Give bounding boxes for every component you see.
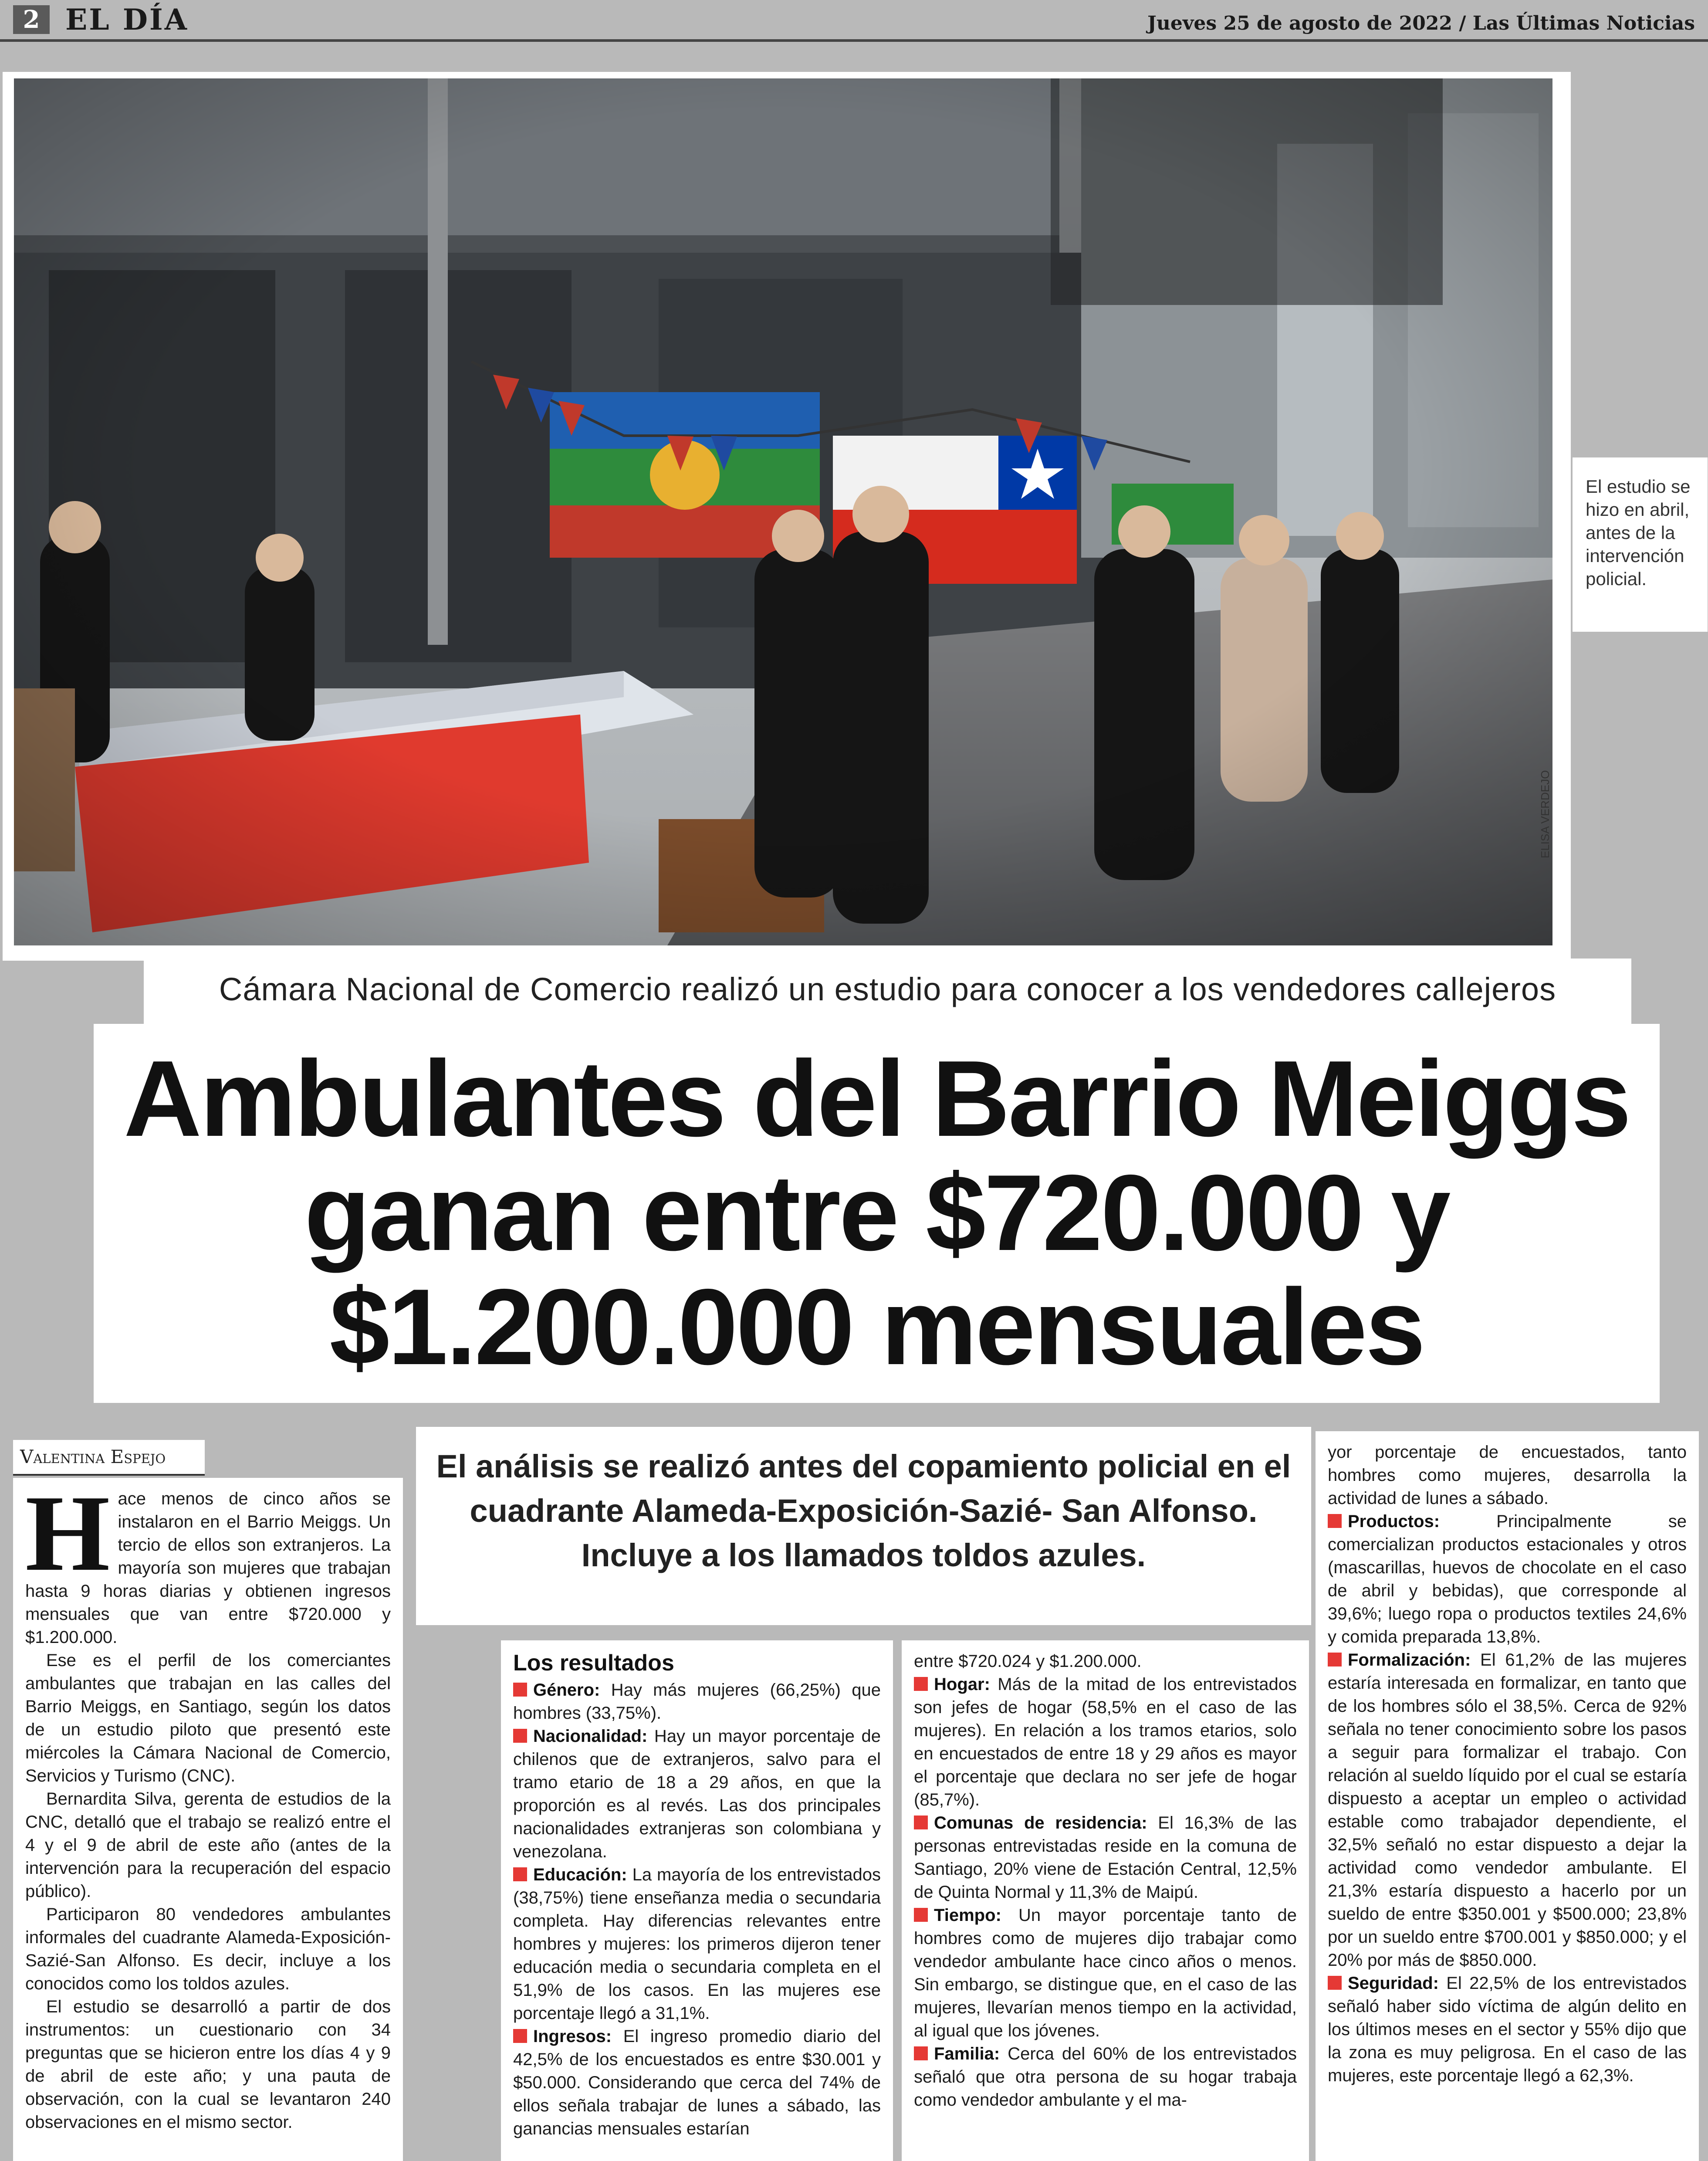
deck-panel bbox=[416, 1427, 1311, 1625]
result-item-nacionalidad bbox=[513, 1725, 881, 1863]
section-name: EL DÍA bbox=[65, 3, 189, 37]
result-item-tiempo bbox=[914, 1904, 1297, 2042]
result-text: Principalmente se comercializan productos estacionales y otros (mascarillas, huevos de chocolate en el caso de abril y bebidas), que corresponde al 39,6%; luego ropa o productos textiles 24,6% y comida preparada 13,8%. bbox=[1328, 1512, 1687, 1646]
result-label: Género: bbox=[533, 1680, 600, 1700]
photo-caption: El estudio se hizo en abril, antes de la intervención policial. bbox=[1573, 457, 1708, 632]
headline-line-2: ganan entre $720.000 y bbox=[304, 1152, 1449, 1273]
result-text: El 61,2% de las mujeres estaría interesada en formalizar, en tanto que de los hombres sólo el 38,5%. Cerca de 92% señala no tener conocimiento sobre los pasos a seguir para formalizar el trabajo. Con relación al sueldo líquido por el cual se estaría dispuesto a aceptar un empleo o actividad estable como trabajador dependiente, el 32,5% señaló no estar dispuesto a dejar la actividad como vendedor ambulante. El 21,3% estaría dispuesto a hacerlo por un sueldo de entre $350.001 y $500.000; 23,8% por un sueldo entre $700.001 y $850.000; y el 20% por más de $850.000. bbox=[1328, 1650, 1687, 1970]
result-item-formalizacion bbox=[1328, 1649, 1687, 1972]
result-item-seguridad bbox=[1328, 1972, 1687, 2087]
article-kicker: Cámara Nacional de Comercio realizó un estudio para conocer a los vendedores callejeros bbox=[219, 971, 1556, 1007]
result-label: Comunas de residencia: bbox=[934, 1813, 1147, 1832]
byline: Valentina Espejo bbox=[20, 1446, 166, 1467]
result-text: El 22,5% de los entrevistados señaló haber sido víctima de algún delito en los últimos meses en el sector y 55% dijo que la zona es muy peligrosa. En el caso de las mujeres, este porcentaje llegó a 62,3%. bbox=[1328, 1974, 1687, 2085]
body-paragraph: ace menos de cinco años se instalaron en el Barrio Meiggs. Un tercio de ellos son extranjeros. La mayoría son mujeres que trabajan hasta 9 horas diarias y obtienen ingresos mensuales que van entre $720.000 y $1.200.000. bbox=[25, 1489, 391, 1647]
result-label: Seguridad: bbox=[1348, 1974, 1439, 1993]
headline-line-3: $1.200.000 mensuales bbox=[329, 1266, 1424, 1387]
bullet-square-icon bbox=[1328, 1653, 1342, 1666]
body-paragraph: El estudio se desarrolló a partir de dos instrumentos: un cuestionario con 34 preguntas que se hicieron entre los días 4 y 9 de abril de este año; y una pauta de observación, con la cual se levantaron 240 observaciones en el mismo sector. bbox=[25, 1997, 391, 2132]
bullet-square-icon bbox=[1328, 1976, 1342, 1990]
result-label: Tiempo: bbox=[934, 1906, 1001, 1925]
result-item-productos bbox=[1328, 1510, 1687, 1649]
result-text: Cerca del 60% de los entrevistados señaló que otra persona de su hogar trabaja como vendedor ambulante y el ma- bbox=[914, 2044, 1297, 2110]
result-text: Hay un mayor porcentaje de chilenos que de extranjeros, salvo para el tramo etario de 18 a 29 años, en que la proporción es al revés. Las dos principales nacionalidades extranjeras son colombiana y venezolana. bbox=[513, 1727, 881, 1861]
bullet-square-icon bbox=[513, 2029, 527, 2043]
photo-credit: ELISA VERDEJO bbox=[1539, 770, 1552, 858]
bullet-square-icon bbox=[914, 1816, 928, 1829]
body-paragraph: Participaron 80 vendedores ambulantes informales del cuadrante Alameda-Exposición-Sazié-San Alfonso. Es decir, incluye a los conocidos como los toldos azules. bbox=[25, 1905, 391, 1993]
result-text: Más de la mitad de los entrevistados son jefes de hogar (58,5% en el caso de las mujeres). En relación a los tramos etarios, solo en encuestados de entre 18 y 29 años es mayor el porcentaje que declara no ser jefe de hogar (85,7%). bbox=[914, 1675, 1297, 1809]
issue-line bbox=[1147, 12, 1695, 34]
body-paragraph: Bernardita Silva, gerenta de estudios de la CNC, detalló que el trabajo se realizó entre el 4 y el 9 de abril de este año (antes de la intervención para la recuperación del espacio público). bbox=[25, 1789, 391, 1901]
result-item-educacion bbox=[513, 1863, 881, 2025]
results-title: Los resultados bbox=[513, 1650, 674, 1676]
results-column-3 bbox=[1316, 1431, 1699, 2161]
result-text: Hay más mujeres (66,25%) que hombres (33,75%). bbox=[513, 1680, 881, 1723]
result-item-genero bbox=[513, 1679, 881, 1725]
page-number: 2 bbox=[13, 5, 50, 34]
result-item-ingresos bbox=[513, 2025, 881, 2141]
result-label: Formalización: bbox=[1348, 1650, 1471, 1670]
results-column-2 bbox=[902, 1640, 1309, 2161]
page-header bbox=[0, 0, 1708, 39]
drop-cap: H bbox=[25, 1478, 110, 1594]
result-label: Familia: bbox=[934, 2044, 1000, 2063]
result-item-comunas bbox=[914, 1812, 1297, 1904]
bullet-square-icon bbox=[914, 1677, 928, 1691]
result-label: Educación: bbox=[533, 1865, 627, 1884]
article-deck: El análisis se realizó antes del copamiento policial en el cuadrante Alameda-Exposición-Sazié- San Alfonso. Incluye a los llamados toldos azules. bbox=[436, 1448, 1291, 1573]
result-text: La mayoría de los entrevistados (38,75%) tiene enseñanza media o secundaria completa. Hay diferencias relevantes entre hombres y mujeres: los primeros dijeron tener educación media o secundaria completa en el 51,9% de los casos. En las mujeres ese porcentaje llegó a 31,1%. bbox=[513, 1865, 881, 2023]
headline-panel bbox=[94, 1024, 1660, 1403]
photo-illustration bbox=[14, 78, 1552, 945]
result-label: Hogar: bbox=[934, 1675, 990, 1694]
result-label: Nacionalidad: bbox=[533, 1727, 648, 1746]
publication-name: Las Últimas Noticias bbox=[1472, 12, 1695, 34]
bullet-square-icon bbox=[513, 1683, 527, 1697]
article-body-column bbox=[13, 1478, 403, 2161]
header-rule bbox=[0, 39, 1708, 42]
result-text: El 16,3% de las personas entrevistadas reside en la comuna de Santiago, 20% viene de Estación Central, 12,5% de Quinta Normal y 11,3% de Maipú. bbox=[914, 1813, 1297, 1902]
issue-separator: / bbox=[1459, 12, 1466, 34]
results-column-1 bbox=[501, 1640, 893, 2161]
result-item-familia bbox=[914, 2042, 1297, 2112]
result-text: El ingreso promedio diario del 42,5% de los encuestados es entre $30.001 y $50.000. Considerando que cerca del 74% de ellos señala trabajar de lunes a sábado, las ganancias mensuales estarían bbox=[513, 2027, 881, 2138]
result-item-ingresos-continued: entre $720.024 y $1.200.000. bbox=[914, 1652, 1142, 1671]
headline-line-1: Ambulantes del Barrio Meiggs bbox=[123, 1038, 1630, 1159]
result-label: Ingresos: bbox=[533, 2027, 612, 2046]
byline-panel bbox=[13, 1440, 205, 1476]
street-market-photo bbox=[14, 78, 1552, 945]
bullet-square-icon bbox=[1328, 1514, 1342, 1528]
result-label: Productos: bbox=[1348, 1512, 1440, 1531]
bullet-square-icon bbox=[513, 1867, 527, 1881]
kicker-panel bbox=[144, 959, 1631, 1024]
body-paragraph: Ese es el perfil de los comerciantes ambulantes que trabajan en las calles del Barrio Meiggs, en Santiago, según los datos de un estudio piloto que presentó este miércoles la Cámara Nacional de Comercio, Servicios y Turismo (CNC). bbox=[25, 1651, 391, 1785]
bullet-square-icon bbox=[914, 1908, 928, 1922]
result-text: Un mayor porcentaje tanto de hombres como de mujeres dijo trabajar como vendedor ambulante hace cinco años o menos. Sin embargo, se distingue que, en el caso de las mujeres, llevarían menos tiempo en la actividad, al igual que los jóvenes. bbox=[914, 1906, 1297, 2040]
bullet-square-icon bbox=[513, 1729, 527, 1743]
bullet-square-icon bbox=[914, 2046, 928, 2060]
issue-date: Jueves 25 de agosto de 2022 bbox=[1147, 12, 1453, 34]
result-item-hogar bbox=[914, 1673, 1297, 1812]
result-item-familia-continued: yor porcentaje de encuestados, tanto hombres como mujeres, desarrolla la actividad de lunes a sábado. bbox=[1328, 1443, 1687, 1508]
